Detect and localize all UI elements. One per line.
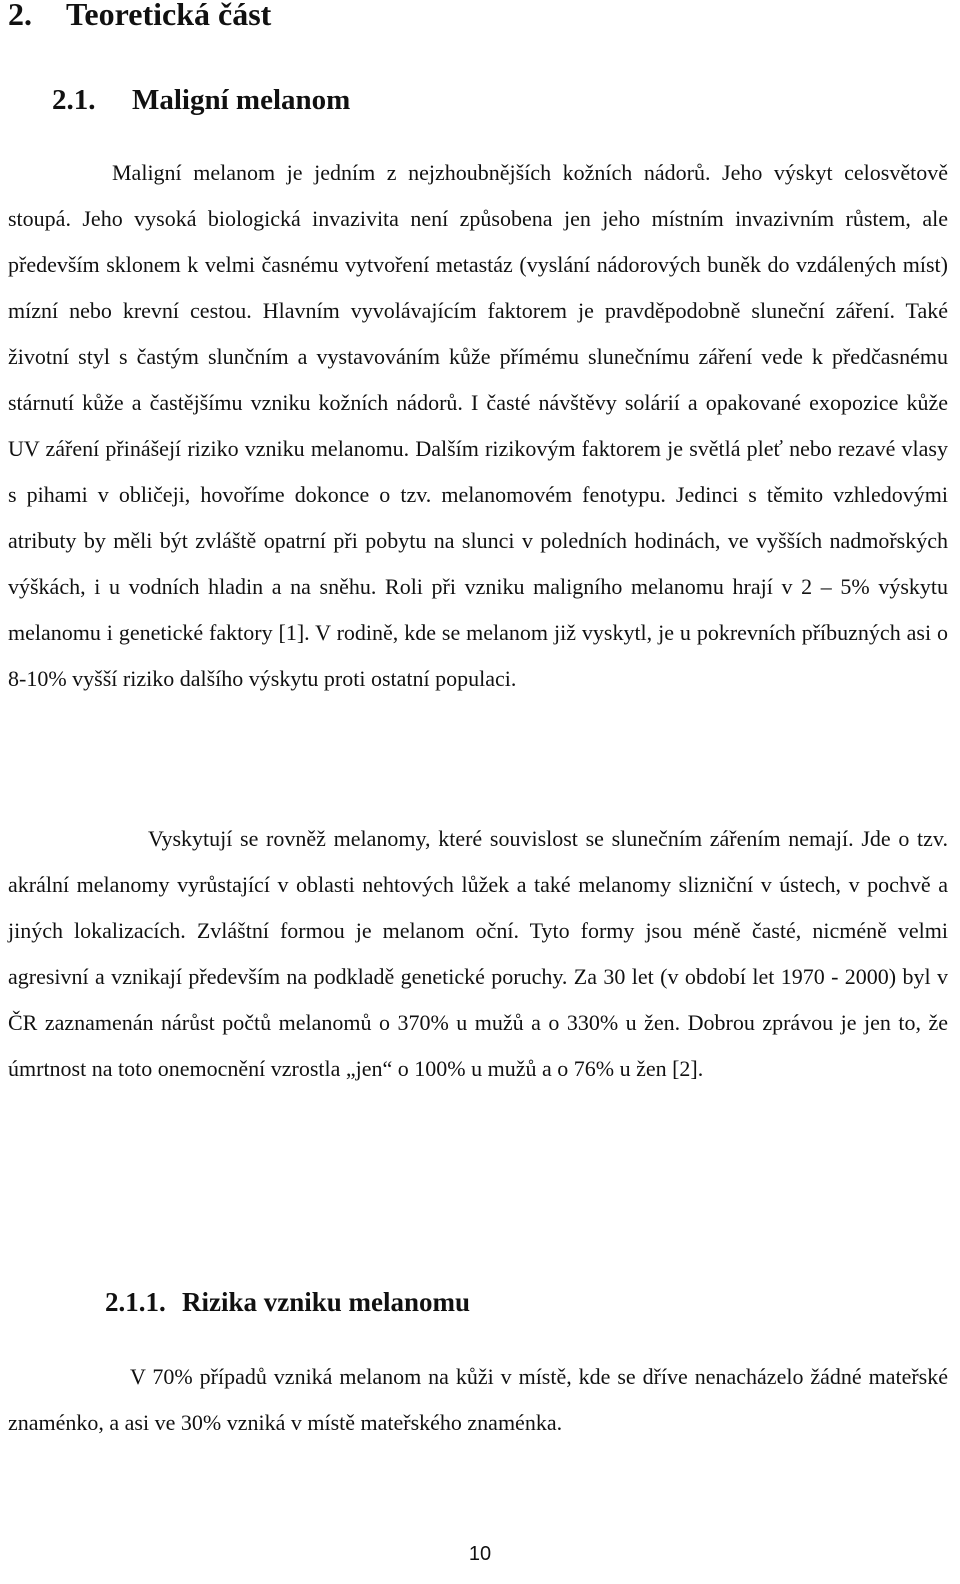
- subsection-number: 2.1.1.: [105, 1287, 166, 1317]
- section-title: Maligní melanom: [132, 84, 351, 116]
- section-number: 2.1.: [52, 84, 96, 116]
- subsection-title: Rizika vzniku melanomu: [182, 1287, 471, 1317]
- chapter-title: Teoretická část: [66, 0, 272, 32]
- page-number: 10: [468, 1543, 492, 1565]
- chapter-number: 2.: [8, 0, 32, 32]
- chapter-heading: [8, 0, 271, 33]
- paragraph-risk: V 70% případů vzniká melanom na kůži v místě, kde se dříve nenacházelo žádné mateřské znaménko, a asi ve 30% vzniká v místě mateřského znaménka.: [8, 1364, 948, 1435]
- paragraph-melanoma-intro: Maligní melanom je jedním z nejzhoubnějších kožních nádorů. Jeho výskyt celosvětově stoupá. Jeho vysoká biologická invazivita není způsobena jen jeho místním invazivním růstem, ale především sklonem k velmi časnému vytvoření metastáz (vyslání nádorových buněk do vzdálených míst) mízní nebo krevní cestou. Hlavním vyvolávajícím faktorem je pravděpodobně sluneční záření. Také životní styl s častým slunčním a vystavováním kůže přímému slunečnímu záření vede k předčasnému stárnutí kůže a častějšímu vzniku kožních nádorů. I časté návštěvy solárií a opakované exopozice kůže UV záření přinášejí riziko vzniku melanomu. Dalším rizikovým faktorem je světlá pleť nebo rezavé vlasy s pihami v obličeji, hovoříme dokonce o tzv. melanomovém fenotypu. Jedinci s těmito vzhledovými atributy by měli být zvláště opatrní při pobytu na slunci v poledních hodinách, ve vyšších nadmořských výškách, i u vodních hladin a na sněhu. Roli při vzniku maligního melanomu hrají v 2 – 5% výskytu melanomu i genetické faktory [1]. V rodině, kde se melanom již vyskytl, je u pokrevních příbuzných asi o 8-10% vyšší riziko dalšího výskytu proti ostatní populaci.: [8, 160, 948, 691]
- paragraph-melanoma-types: Vyskytují se rovněž melanomy, které souvislost se slunečním zářením nemají. Jde o tzv. akrální melanomy vyrůstající v oblasti nehtových lůžek a také melanomy slizniční v ústech, v pochvě a jiných lokalizacích. Zvláštní formou je melanom oční. Tyto formy jsou méně časté, nicméně velmi agresivní a vznikají především na podkladě genetické poruchy. Za 30 let (v období let 1970 - 2000) byl v ČR zaznamenán nárůst počtů melanomů o 370% u mužů a o 330% u žen. Dobrou zprávou je jen to, že úmrtnost na toto onemocnění vzrostla „jen“ o 100% u mužů a o 76% u žen [2].: [8, 826, 948, 1081]
- subsection-heading: [105, 1287, 470, 1318]
- section-heading: [52, 84, 350, 117]
